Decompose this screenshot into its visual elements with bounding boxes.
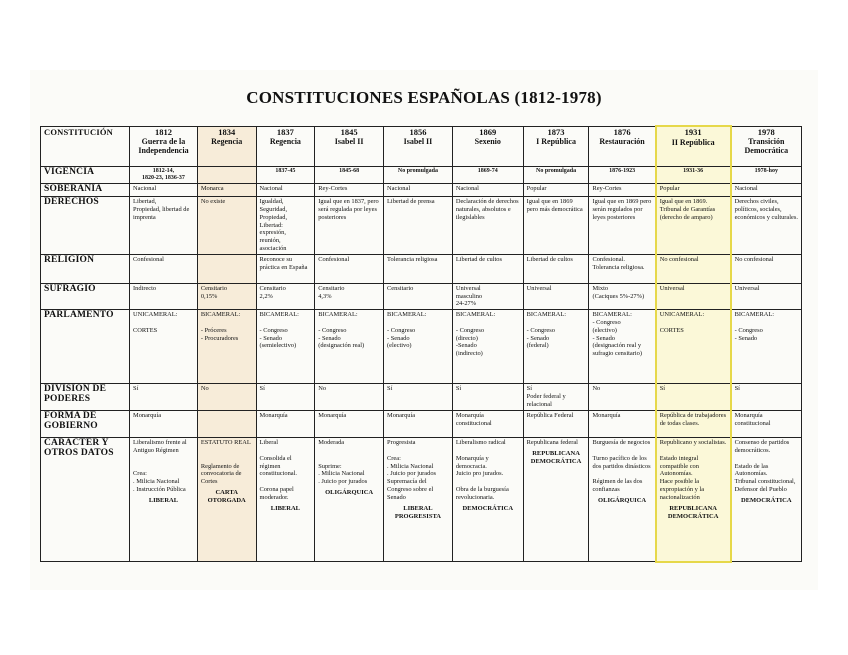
table-cell <box>452 411 523 438</box>
table-cell <box>256 310 315 384</box>
column-year: 1856 <box>409 126 427 137</box>
cell-text: No <box>592 385 601 393</box>
cell-text: Libertad de cultos <box>455 255 502 263</box>
table-cell <box>384 166 453 184</box>
cell-text: Universal <box>659 284 685 292</box>
cell-text: Igual que en 1869 pero serán regulados por leyes posteriores <box>592 198 652 221</box>
cell-text: Igual que en 1869. Tribunal de Garantías (derecho de amparo) <box>659 198 716 221</box>
constitution-character: OLIGÁRQUICA <box>325 489 374 497</box>
table-cell <box>523 166 589 184</box>
cell-text: ESTATUTO REAL Reglamento de convocatoria de Cortes <box>200 439 251 486</box>
table-cell <box>384 384 453 411</box>
constitution-character: OLIGÁRQUICA <box>598 496 647 504</box>
table-cell <box>315 166 384 184</box>
cell-text: BICAMERAL: - Congreso - Senado (designación real) <box>318 311 365 350</box>
document-title: CONSTITUCIONES ESPAÑOLAS (1812-1978) <box>246 88 602 107</box>
column-year: 1873 <box>547 126 565 137</box>
column-header <box>589 126 656 166</box>
cell-text: Sí <box>259 385 265 393</box>
column-year: 1837 <box>276 126 294 137</box>
table-cell <box>523 197 589 255</box>
cell-text: Monarquía constitucional <box>734 412 771 428</box>
cell-text: Monarquía <box>259 412 288 420</box>
cell-text: República de trabajadores de todas clases. <box>659 412 727 428</box>
cell-text: Consenso de partidos democráticos. Estado de las Autonomías. Tribunal constitucional, Defensor del Pueblo <box>734 439 796 494</box>
table-cell <box>197 283 256 309</box>
table-cell <box>589 254 656 283</box>
cell-text: Nacional <box>455 185 479 193</box>
table-cell <box>452 184 523 197</box>
table-cell <box>589 438 656 562</box>
table-cell <box>315 411 384 438</box>
cell-text: Rey-Cortes <box>318 185 348 193</box>
cell-text: Nacional <box>734 185 758 193</box>
cell-text: Confesional <box>318 255 350 263</box>
cell-text: No promulgada <box>397 167 438 174</box>
table-cell <box>452 438 523 562</box>
table-cell <box>197 438 256 562</box>
cell-text: Nacional <box>387 185 411 193</box>
table-cell <box>130 254 198 283</box>
cell-text: Liberalismo radical Monarquía y democracia. Juicio pro jurados. Obra de la burguesía revolucionaria. <box>455 439 509 501</box>
table-cell <box>197 411 256 438</box>
cell-text: Sí <box>734 385 740 393</box>
cell-text: Monarquía <box>387 412 416 420</box>
table-cell <box>731 283 802 309</box>
table-cell <box>523 254 589 283</box>
table-cell <box>256 384 315 411</box>
column-name: Transición Democrática <box>744 137 789 156</box>
cell-text: Sí <box>387 385 393 393</box>
table-cell <box>656 283 731 309</box>
table-cell <box>656 184 731 197</box>
table-cell <box>256 184 315 197</box>
table-cell <box>589 197 656 255</box>
cell-text: No promulgada <box>536 167 577 174</box>
table-cell <box>384 184 453 197</box>
cell-text: Tolerancia religiosa <box>387 255 438 263</box>
column-name: Restauración <box>599 137 645 147</box>
table-cell <box>130 411 198 438</box>
cell-text: Mixto (Caciques 5%-27%) <box>592 284 645 300</box>
column-header <box>656 126 731 166</box>
cell-text: Libertad, Propiedad, libertad de imprenta <box>133 198 190 221</box>
table-row <box>41 310 802 384</box>
table-cell <box>731 254 802 283</box>
table-row <box>41 384 802 411</box>
table-cell <box>731 411 802 438</box>
table-cell <box>589 384 656 411</box>
column-year: 1978 <box>757 126 775 137</box>
table-row <box>41 197 802 255</box>
column-year: 1869 <box>479 126 497 137</box>
table-cell <box>656 438 731 562</box>
cell-text: Popular <box>526 185 547 193</box>
constitution-character: DEMOCRÁTICA <box>462 504 514 512</box>
table-cell <box>523 438 589 562</box>
table-cell <box>452 166 523 184</box>
table-cell <box>523 283 589 309</box>
cell-text: Igual que en 1837, pero será regulada por leyes posteriores <box>318 198 379 221</box>
table-cell <box>589 283 656 309</box>
cell-text: Declaración de derechos naturales, absolutos e ilegislables <box>455 198 519 221</box>
cell-text: No existe <box>200 198 226 206</box>
row-label: RELIGIÓN <box>41 254 130 283</box>
table-cell <box>197 254 256 283</box>
table-cell <box>256 254 315 283</box>
table-cell <box>256 438 315 562</box>
constitution-character: LIBERAL <box>270 504 300 512</box>
table-row <box>41 166 802 184</box>
column-header <box>315 126 384 166</box>
table-cell <box>197 184 256 197</box>
column-year: 1812 <box>154 126 172 137</box>
table-cell <box>731 166 802 184</box>
table-cell <box>656 310 731 384</box>
row-label: DERECHOS <box>41 197 130 255</box>
cell-text: Rey-Cortes <box>592 185 622 193</box>
row-label: SUFRAGIO <box>41 283 130 309</box>
cell-text: Sí <box>659 385 666 393</box>
cell-text: Republicana federal <box>526 439 578 447</box>
cell-text: Nacional <box>133 185 157 193</box>
table-cell <box>130 184 198 197</box>
cell-text: UNICAMERAL: CORTES <box>659 311 705 334</box>
column-name: Guerra de la Independencia <box>138 137 189 156</box>
table-cell <box>731 384 802 411</box>
table-cell <box>130 310 198 384</box>
cell-text: Reconoce su práctica en España <box>259 255 308 271</box>
table-row <box>41 184 802 197</box>
column-header <box>197 126 256 166</box>
column-year: 1876 <box>613 126 631 137</box>
table-cell <box>130 384 198 411</box>
constitution-character: REPUBLICANA DEMOCRÁTICA <box>530 450 582 465</box>
table-cell <box>384 283 453 309</box>
table-row <box>41 438 802 562</box>
row-label: SOBERANÍA <box>41 184 130 197</box>
row-label: FORMA DE GOBIERNO <box>41 411 130 438</box>
column-name: Isabel II <box>334 137 364 147</box>
table-cell <box>731 310 802 384</box>
table-cell <box>731 197 802 255</box>
cell-text: Universal <box>526 284 552 292</box>
cell-text: Monarca <box>200 185 224 193</box>
table-body <box>41 126 802 562</box>
cell-text: Liberal Consolida el régimen constitucional. Corona papel moderador. <box>259 439 297 501</box>
table-cell <box>656 384 731 411</box>
cell-text: República Federal <box>526 412 574 420</box>
table-row <box>41 283 802 309</box>
table-cell <box>256 283 315 309</box>
cell-text: 1837-45 <box>275 167 296 174</box>
table-cell <box>523 184 589 197</box>
table-cell <box>523 310 589 384</box>
cell-text: Republicano y socialistas. Estado integral compatible con Autonomías. Hace posible la expropiación y la nacionalización <box>659 439 727 501</box>
table-cell <box>315 184 384 197</box>
column-header <box>256 126 315 166</box>
cell-text: 1812-14, 1820-23, 1836-37 <box>141 167 185 181</box>
cell-text: Libertad de cultos <box>526 255 573 263</box>
cell-text: BICAMERAL: - Congreso - Senado (federal) <box>526 311 567 350</box>
table-cell <box>731 438 802 562</box>
row-label: CARACTER Y OTROS DATOS <box>41 438 130 562</box>
constitutions-table <box>40 125 802 563</box>
table-cell <box>656 197 731 255</box>
cell-text: 1869-74 <box>477 167 498 174</box>
column-year: 1845 <box>340 126 358 137</box>
table-row <box>41 254 802 283</box>
column-year: 1834 <box>218 126 236 137</box>
row-label: PARLAMENTO <box>41 310 130 384</box>
cell-text: BICAMERAL: - Congreso (directo) -Senado (indirecto) <box>455 311 496 358</box>
table-cell <box>197 197 256 255</box>
cell-text: Progresista Crea: . Milicia Nacional . Juicio por jurados Supremacía del Congreso sobre el Senado <box>387 439 437 501</box>
table-cell <box>315 438 384 562</box>
cell-text: Universal <box>734 284 760 292</box>
table-cell <box>523 384 589 411</box>
cell-text: Censitario 4,3% <box>318 284 345 300</box>
cell-text: Sí Poder federal y relacional <box>526 385 566 408</box>
cell-text: BICAMERAL: - Congreso - Senado (semielectivo) <box>259 311 299 350</box>
column-year: 1931 <box>684 127 702 137</box>
cell-text: Monarquía constitucional <box>455 412 492 428</box>
constitution-character: LIBERAL PROGRESISTA <box>394 504 441 520</box>
table-cell <box>315 197 384 255</box>
cell-text: Nacional <box>259 185 283 193</box>
table-cell <box>452 283 523 309</box>
constitution-character: REPUBLICANA DEMOCRÁTICA <box>667 504 719 520</box>
cell-text: 1845-68 <box>339 167 360 174</box>
header-label: CONSTITUCIÓN <box>41 126 130 166</box>
cell-text: Confesional <box>133 255 164 263</box>
cell-text: Igual que en 1869 pero más democrática <box>526 198 583 213</box>
table-cell <box>256 197 315 255</box>
table-cell <box>315 254 384 283</box>
cell-text: BICAMERAL: - Congreso - Senado <box>734 311 775 342</box>
table-cell <box>197 166 256 184</box>
table-cell <box>589 411 656 438</box>
cell-text: 1978-hoy <box>754 167 778 174</box>
column-header <box>731 126 802 166</box>
table-cell <box>384 197 453 255</box>
table-cell <box>315 384 384 411</box>
row-label: VIGENCIA <box>41 166 130 184</box>
column-name: Regencia <box>211 137 243 147</box>
table-cell <box>315 283 384 309</box>
table-cell <box>452 384 523 411</box>
table-cell <box>384 411 453 438</box>
table-cell <box>656 411 731 438</box>
cell-text: Derechos civiles, políticos, sociales, económicos y culturales. <box>734 198 798 221</box>
cell-text: Igualdad, Seguridad, Propiedad, Libertad: expresión, reunión, asociación <box>259 198 288 252</box>
table-cell <box>452 254 523 283</box>
table-cell <box>384 438 453 562</box>
cell-text: Moderada Suprime: . Milicia Nacional . Juicio por jurados <box>318 439 368 486</box>
cell-text: Popular <box>659 185 680 193</box>
cell-text: Confesional. Tolerancia religiosa. <box>592 255 645 271</box>
column-header <box>452 126 523 166</box>
cell-text: Monarquía <box>592 412 621 420</box>
cell-text: No confesional <box>659 255 699 263</box>
table-cell <box>197 384 256 411</box>
cell-text: Universal masculino 24-27% <box>455 284 483 308</box>
column-header <box>384 126 453 166</box>
table-cell <box>523 411 589 438</box>
cell-text: 1931-36 <box>683 167 704 174</box>
table-cell <box>256 411 315 438</box>
table-row <box>41 411 802 438</box>
cell-text: Monarquía <box>133 412 162 420</box>
table-cell <box>656 166 731 184</box>
column-header <box>523 126 589 166</box>
cell-text: BICAMERAL: - Congreso - Senado (electivo) <box>387 311 427 350</box>
cell-text: 1876-1923 <box>609 167 636 174</box>
cell-text: Censitario 0,15% <box>200 284 228 300</box>
table-cell <box>589 310 656 384</box>
cell-text: Censitario 2,2% <box>259 284 286 300</box>
cell-text: Libertad de prensa <box>387 198 435 206</box>
cell-text: Sí <box>455 385 462 393</box>
column-name: Sexenio <box>474 137 501 147</box>
column-name: I República <box>536 137 576 147</box>
cell-text: BICAMERAL: - Próceres - Procuradores <box>200 311 241 342</box>
table-cell <box>130 283 198 309</box>
column-name: Regencia <box>269 137 301 147</box>
table-cell <box>384 310 453 384</box>
cell-text: No <box>318 385 327 393</box>
table-cell <box>384 254 453 283</box>
table-cell <box>731 184 802 197</box>
table-cell <box>256 166 315 184</box>
constitution-character: CARTA OTORGADA <box>207 489 246 505</box>
column-name: Isabel II <box>403 137 433 147</box>
column-name: II República <box>671 137 715 147</box>
row-label: DIVISIÓN DE PODERES <box>41 384 130 411</box>
table-cell <box>315 310 384 384</box>
table-cell <box>452 310 523 384</box>
cell-text: Monarquía <box>318 412 347 420</box>
table-cell <box>452 197 523 255</box>
table-cell <box>589 184 656 197</box>
cell-text: BICAMERAL: - Congreso (electivo) - Senado (designación real y sufragio censitario) <box>592 311 642 358</box>
constitution-character: DEMOCRÁTICA <box>741 496 792 504</box>
constitution-character: LIBERAL <box>148 496 179 504</box>
cell-text: No confesional <box>734 255 774 263</box>
cell-text: UNICAMERAL: CORTES <box>133 311 178 334</box>
table-cell <box>589 166 656 184</box>
table-header-row <box>41 126 802 166</box>
column-header <box>130 126 198 166</box>
table-cell <box>656 254 731 283</box>
cell-text: Liberalismo frente al Antiguo Régimen Crea: . Milicia Nacional . Instrucción Pública <box>133 439 187 494</box>
cell-text: Sí <box>133 385 139 393</box>
table-cell <box>197 310 256 384</box>
table-cell <box>130 166 198 184</box>
table-cell <box>130 197 198 255</box>
cell-text: Indirecto <box>133 284 157 292</box>
cell-text: Burguesía de negocios Turno pacífico de los dos partidos dinásticos Régimen de las dos confianzas <box>592 439 651 494</box>
cell-text: No <box>200 385 209 393</box>
table-cell <box>130 438 198 562</box>
cell-text: Censitario <box>387 284 414 292</box>
